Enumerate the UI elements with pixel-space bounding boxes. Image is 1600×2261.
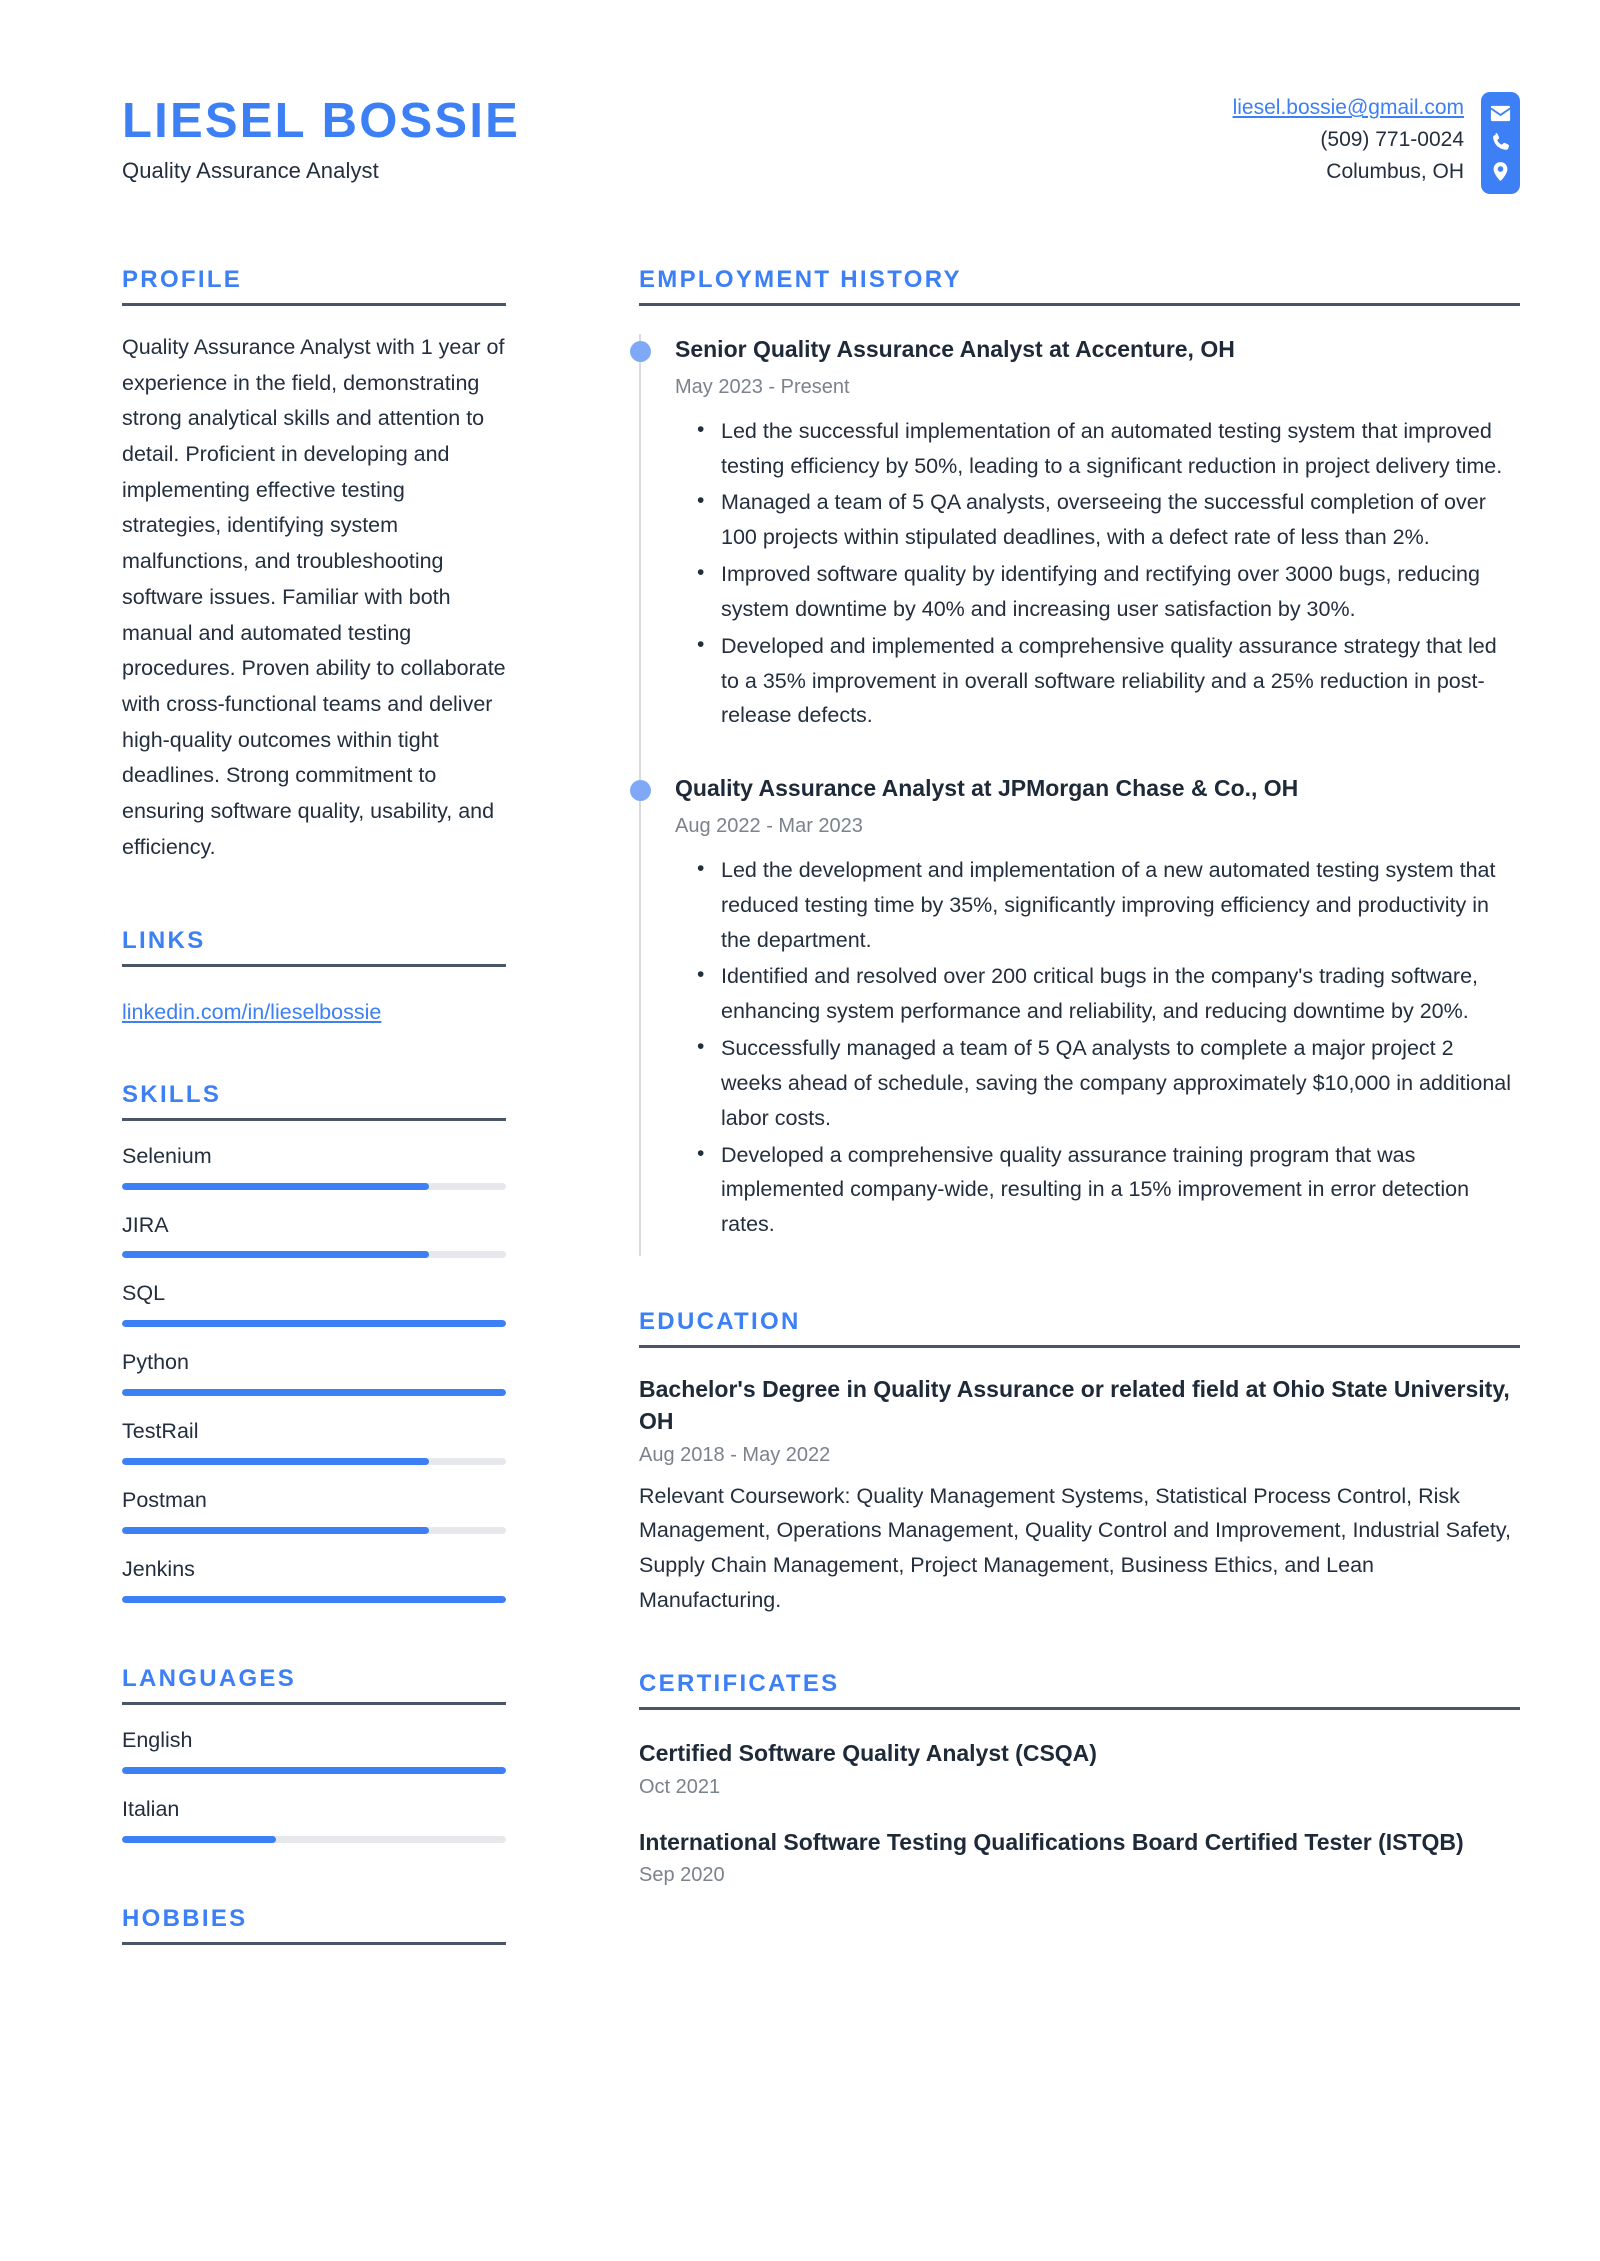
skill-bar-track xyxy=(122,1320,506,1327)
skill-bar-track xyxy=(122,1527,506,1534)
contact-block xyxy=(1233,78,1520,194)
skill-label: SQL xyxy=(122,1281,166,1306)
bullet-item: • Led the successful implementation of an automated testing system that improved testing efficiency by 50%, leading to a significant reduction in project delivery time. xyxy=(721,414,1520,484)
employment-timeline xyxy=(639,334,1520,1256)
section-divider xyxy=(639,1345,1520,1348)
contact-phone: (509) 771-0024 xyxy=(1320,127,1464,151)
skill-bar-track xyxy=(122,1183,506,1190)
section-divider xyxy=(122,1702,506,1705)
language-bar-track xyxy=(122,1767,506,1774)
skill-item xyxy=(122,1487,506,1534)
page-title: LIESEL BOSSIE xyxy=(122,94,521,148)
language-bar-fill xyxy=(122,1767,506,1774)
bullet-item: • Improved software quality by identifying and rectifying over 3000 bugs, reducing system downtime by 40% and increasing user satisfaction by 30%. xyxy=(721,557,1520,627)
skill-bar-fill xyxy=(122,1458,429,1465)
section-divider xyxy=(122,1118,506,1121)
skill-bar-fill xyxy=(122,1389,506,1396)
skill-label: Jenkins xyxy=(122,1557,195,1582)
education-description: Relevant Coursework: Quality Management Systems, Statistical Process Control, Risk Management, Operations Management, Quality Control and Improvement, Industrial Safety, Supply Chain Management, Project Management, Business Ethics, and Lean Manufacturing. xyxy=(639,1483,1511,1612)
skill-item xyxy=(122,1418,506,1465)
skill-label: Python xyxy=(122,1350,189,1375)
language-item xyxy=(122,1727,506,1774)
skill-label: Postman xyxy=(122,1488,207,1513)
section-heading-profile: PROFILE xyxy=(122,266,243,293)
skill-bar-fill xyxy=(122,1320,506,1327)
bullet-item: • Managed a team of 5 QA analysts, overseeing the successful completion of over 100 projects within stipulated deadlines, with a defect rate of less than 2%. xyxy=(721,485,1520,555)
certificate-date: Sep 2020 xyxy=(639,1864,725,1887)
skill-bar-track xyxy=(122,1251,506,1258)
section-education xyxy=(639,1308,1520,1618)
timeline-dot-icon xyxy=(630,341,651,362)
phone-icon xyxy=(1489,131,1512,154)
location-pin-icon xyxy=(1489,160,1512,183)
resume-header xyxy=(0,0,1600,194)
spacer xyxy=(122,1843,506,1905)
skill-bar-fill xyxy=(122,1251,429,1258)
main-column xyxy=(546,266,1520,1887)
certificate-date: Oct 2021 xyxy=(639,1775,721,1798)
bullet-item: • Developed a comprehensive quality assurance training program that was implemented company-wide, resulting in a 15% improvement in error detection rates. xyxy=(721,1138,1520,1242)
language-bar-track xyxy=(122,1836,506,1843)
spacer xyxy=(122,1029,506,1081)
employment-bullets xyxy=(675,853,1520,1242)
job-title: Quality Assurance Analyst xyxy=(122,157,379,183)
envelope-icon xyxy=(1489,102,1512,125)
language-label: English xyxy=(122,1728,193,1753)
skill-bar-fill xyxy=(122,1596,506,1603)
employment-entry xyxy=(675,773,1520,1256)
timeline-dot-icon xyxy=(630,780,651,801)
employment-title: Senior Quality Assurance Analyst at Accenture, OH xyxy=(675,336,1235,362)
skill-item xyxy=(122,1280,506,1327)
spacer xyxy=(122,1603,506,1665)
skill-item xyxy=(122,1349,506,1396)
contact-location: Columbus, OH xyxy=(1326,159,1464,183)
section-heading-education: EDUCATION xyxy=(639,1308,801,1336)
contact-email-link[interactable]: liesel.bossie@gmail.com xyxy=(1232,96,1464,119)
education-date: Aug 2018 - May 2022 xyxy=(639,1443,831,1466)
bullet-item: • Developed and implemented a comprehensive quality assurance strategy that led to a 35% improvement in overall software reliability and a 25% reduction in post-release defects. xyxy=(721,629,1520,733)
section-divider xyxy=(639,303,1520,306)
skill-bar-track xyxy=(122,1458,506,1465)
skill-label: TestRail xyxy=(122,1419,199,1444)
bullet-item: • Successfully managed a team of 5 QA analysts to complete a major project 2 weeks ahead of schedule, saving the company approximately $10,000 in additional labor costs. xyxy=(721,1031,1520,1135)
section-heading-hobbies: HOBBIES xyxy=(122,1905,248,1932)
certificate-entry xyxy=(639,1827,1520,1888)
skill-bar-track xyxy=(122,1596,506,1603)
spacer xyxy=(639,1618,1520,1670)
employment-date: May 2023 - Present xyxy=(675,375,850,398)
language-label: Italian xyxy=(122,1797,180,1822)
certificate-title: Certified Software Quality Analyst (CSQA) xyxy=(639,1739,1097,1766)
section-profile xyxy=(122,266,506,865)
education-title: Bachelor's Degree in Quality Assurance or related field at Ohio State University, OH xyxy=(639,1376,1510,1434)
employment-date: Aug 2022 - Mar 2023 xyxy=(675,814,863,837)
section-certificates xyxy=(639,1670,1520,1887)
bullet-item: • Led the development and implementation of a new automated testing system that reduced testing time by 35%, significantly improving efficiency and productivity in the department. xyxy=(721,853,1520,957)
section-divider xyxy=(122,303,506,306)
certificate-entry xyxy=(639,1738,1520,1799)
skill-bar-fill xyxy=(122,1527,429,1534)
link-item-linkedin[interactable]: linkedin.com/in/lieselbossie xyxy=(122,1000,382,1025)
section-skills xyxy=(122,1081,506,1604)
employment-title: Quality Assurance Analyst at JPMorgan Chase & Co., OH xyxy=(675,775,1299,802)
section-employment-history xyxy=(639,266,1520,1256)
contact-lines xyxy=(1233,92,1481,188)
education-entry xyxy=(639,1374,1520,1618)
section-languages xyxy=(122,1665,506,1843)
skill-label: Selenium xyxy=(122,1143,212,1168)
spacer xyxy=(639,1256,1520,1308)
profile-text: Quality Assurance Analyst with 1 year of experience in the field, demonstrating strong analytical skills and attention to detail. Proficient in developing and implementing effective testing strategies, identifying system malfunctions, and troubleshooting software issues. Familiar with both manual and automated testing procedures. Proven ability to collaborate with cross-functional teams and deliver high-quality outcomes within tight deadlines. Strong commitment to ensuring software quality, usability, and efficiency. xyxy=(122,335,506,859)
bullet-item: • Identified and resolved over 200 critical bugs in the company's trading software, enhancing system performance and reliability, and reducing downtime by 20%. xyxy=(721,959,1520,1029)
skill-bar-track xyxy=(122,1389,506,1396)
contact-icon-rail xyxy=(1481,92,1520,194)
section-heading-links: LINKS xyxy=(122,927,206,955)
section-links xyxy=(122,927,506,1028)
spacer xyxy=(122,865,506,927)
section-heading-employment: EMPLOYMENT HISTORY xyxy=(639,266,962,293)
certificate-title: International Software Testing Qualifications Board Certified Tester (ISTQB) xyxy=(639,1828,1464,1855)
section-divider xyxy=(122,964,506,967)
resume-body xyxy=(0,266,1600,1945)
skill-bar-fill xyxy=(122,1183,429,1190)
skill-item xyxy=(122,1556,506,1603)
section-divider xyxy=(122,1942,506,1945)
employment-entry xyxy=(675,334,1520,747)
section-heading-skills: SKILLS xyxy=(122,1080,222,1108)
language-bar-fill xyxy=(122,1836,276,1843)
skill-item xyxy=(122,1143,506,1190)
section-heading-languages: LANGUAGES xyxy=(122,1665,297,1693)
links-list xyxy=(122,996,506,1028)
employment-bullets xyxy=(675,414,1520,733)
sidebar xyxy=(122,266,546,1945)
section-divider xyxy=(639,1707,1520,1710)
identity-block xyxy=(122,78,520,184)
skill-item xyxy=(122,1212,506,1259)
skill-label: JIRA xyxy=(122,1212,169,1237)
section-hobbies xyxy=(122,1905,506,1945)
section-heading-certificates: CERTIFICATES xyxy=(639,1669,840,1697)
language-item xyxy=(122,1796,506,1843)
